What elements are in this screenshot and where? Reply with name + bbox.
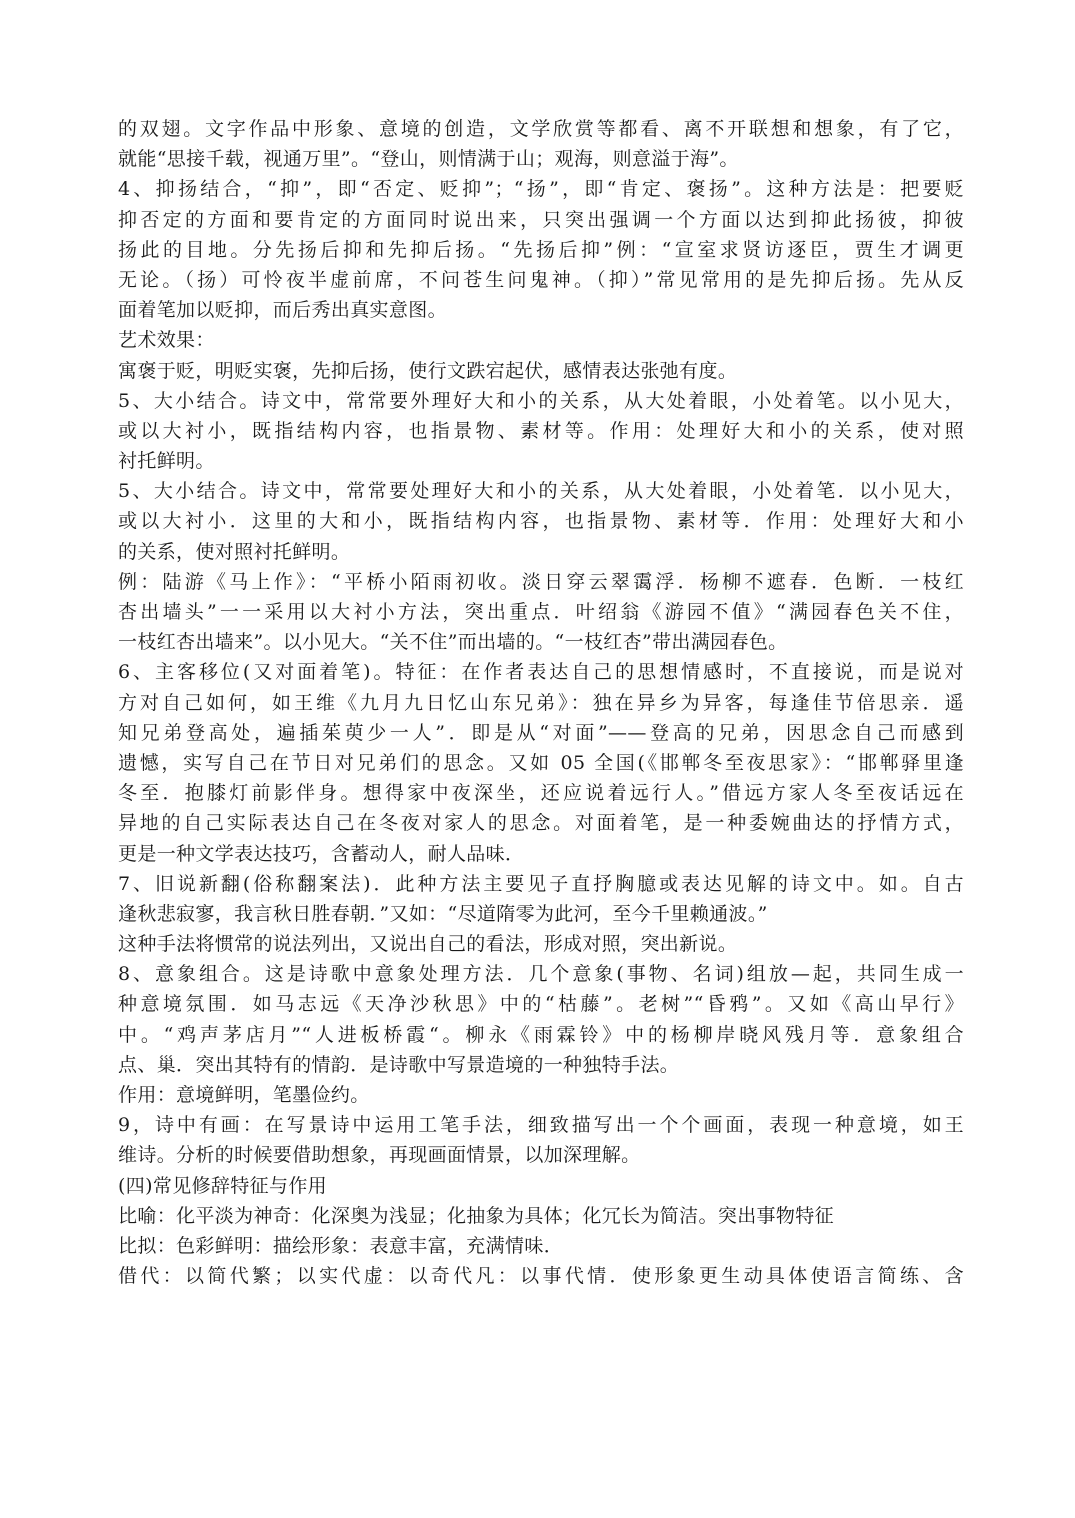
text-line: 寓褒于贬，明贬实褒，先抑后扬，使行文跌宕起伏，感情表达张弛有度。 <box>118 359 738 382</box>
text-line: 4、抑扬结合，“抑”，即“否定、贬抑”；“扬”，即“肯定、褒扬”。这种方法是：把要贬 <box>118 178 964 201</box>
text-line: 比喻：化平淡为神奇：化深奥为浅显；化抽象为具体；化冗长为简洁。突出事物特征 <box>118 1204 834 1227</box>
text-line: 冬至．抱膝灯前影伴身。想得家中夜深坐，还应说着远行人。”借远方家人冬至夜话远在 <box>118 782 964 805</box>
text-line: (四)常见修辞特征与作用 <box>118 1174 328 1197</box>
text-line: 逢秋悲寂寥，我言秋日胜春朝．”又如：“尽道隋零为此河，至今千里赖通波。” <box>118 902 768 925</box>
text-line: 8、意象组合。这是诗歌中意象处理方法．几个意象(事物、名词)组放—起，共同生成一 <box>118 963 964 986</box>
text-line: 知兄弟登高处，遍插茱萸少一人”．即是从“对面”——登高的兄弟，因思念自己而感到 <box>118 721 964 744</box>
text-line: 6、主客移位(又对面着笔)。特征：在作者表达自己的思想情感时，不直接说，而是说对 <box>118 661 964 684</box>
text-line: 的双翅。文字作品中形象、意境的创造，文学欣赏等都看、离不开联想和想象，有了它， <box>118 118 964 140</box>
text-line: 例：陆游《马上作》：“平桥小陌雨初收。淡日穿云翠霭浮．杨柳不遮春．色断．一枝红 <box>118 570 964 593</box>
text-line: 方对自己如何，如王维《九月九日忆山东兄弟》：独在异乡为异客，每逢佳节倍思亲．遥 <box>118 691 964 714</box>
text-line: 更是一种文学表达技巧，含蓄动人，耐人品味． <box>118 842 525 865</box>
text-line: 异地的自己实际表达自己在冬夜对家人的思念。对面着笔，是一种委婉曲达的抒情方式， <box>118 812 964 835</box>
text-line: 种意境氛围．如马志远《天净沙秋思》中的“枯藤”。老树”“昏鸦”。又如《高山早行》 <box>118 993 964 1016</box>
text-line: 抑否定的方面和要肯定的方面同时说出来，只突出强调一个方面以达到抑此扬彼，抑彼 <box>118 208 964 231</box>
text-line: 点、巢．突出其特有的情韵．是诗歌中写景造境的一种独特手法。 <box>118 1053 680 1076</box>
text-line: 艺术效果： <box>118 329 215 352</box>
text-line: 杏出墙头”一一采用以大衬小方法，突出重点．叶绍翁《游园不值》“满园春色关不住， <box>118 601 964 623</box>
text-line: 的关系，使对照衬托鲜明。 <box>118 540 351 563</box>
text-line: 就能“思接千载，视通万里”。“登山，则情满于山；观海，则意溢于海”。 <box>118 148 739 171</box>
text-line: 这种手法将惯常的说法列出，又说出自己的看法，形成对照，突出新说。 <box>118 933 738 956</box>
text-line: 5、大小结合。诗文中，常常要处理好大和小的关系，从大处着眼，小处着笔．以小见大， <box>118 480 964 503</box>
text-line: 扬此的目地。分先扬后抑和先抑后扬。“先扬后抑”例：“宣室求贤访逐臣，贾生才调更 <box>118 238 964 261</box>
text-line: 作用：意境鲜明，笔墨俭约。 <box>118 1084 370 1106</box>
text-line: 或以大衬小．这里的大和小，既指结构内容，也指景物、素材等．作用：处理好大和小 <box>118 510 964 533</box>
text-line: 衬托鲜明。 <box>118 450 215 473</box>
text-line: 9，诗中有画：在写景诗中运用工笔手法，细致描写出一个个画面，表现一种意境，如王 <box>118 1114 964 1137</box>
text-line: 中。“鸡声茅店月”“人进板桥霞“。柳永《雨霖铃》中的杨柳岸晓风残月等．意象组合 <box>118 1023 964 1046</box>
text-line: 一枝红杏出墙来”。以小见大。“关不住”而出墙的。“一枝红杏”带出满园春色。 <box>118 631 788 654</box>
document-body <box>118 114 964 1291</box>
text-line: 或以大衬小，既指结构内容，也指景物、素材等。作用：处理好大和小的关系，使对照 <box>118 419 964 442</box>
text-line: 比拟：色彩鲜明：描绘形象：表意丰富，充满情味． <box>118 1234 564 1257</box>
text-line: 无论。（扬）可怜夜半虚前席，不问苍生问鬼神。（抑）”常见常用的是先抑后扬。先从反 <box>118 268 964 291</box>
text-line: 5、大小结合。诗文中，常常要外理好大和小的关系，从大处着眼，小处着笔。以小见大， <box>118 389 964 412</box>
text-line: 借代：以简代繁；以实代虚：以奇代凡：以事代情．使形象更生动具体使语言简练、含 <box>118 1265 964 1288</box>
text-line: 维诗。分析的时候要借助想象，再现画面情景，以加深理解。 <box>118 1144 641 1167</box>
text-line: 遗憾，实写自己在节日对兄弟们的思念。又如 05 全国(《邯郸冬至夜思家》：“邯郸驿里逢 <box>118 751 964 774</box>
text-line: 7、旧说新翻(俗称翻案法)．此种方法主要见子直抒胸臆或表达见解的诗文中。如。自古 <box>118 872 964 895</box>
text-line: 面着笔加以贬抑，而后秀出真实意图。 <box>118 299 447 322</box>
